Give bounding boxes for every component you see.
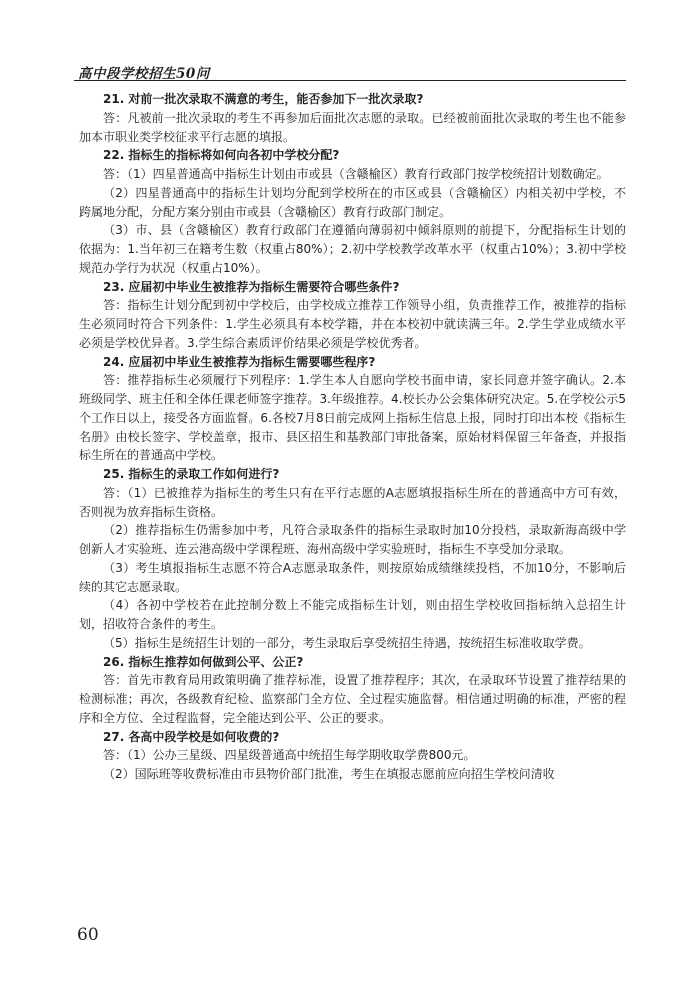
answer-paragraph: 答：（1）四星普通高中指标生计划由市或县（含赣榆区）教育行政部门按学校统招计划数确定。	[103, 167, 609, 181]
answer-paragraph: 答：（1）公办三星级、四星级普通高中统招生每学期收取学费800元。	[103, 748, 476, 763]
qa-block	[79, 353, 626, 466]
question-heading: 23. 应届初中毕业生被推荐为指标生需要符合哪些条件?	[103, 279, 400, 294]
answer-paragraph: （5）指标生是统招生计划的一部分，考生录取后享受统招生待遇，按统招生标准收取学费。	[103, 635, 591, 650]
answer-paragraph: 答：首先市教育局用政策明确了推荐标准，设置了推荐程序；其次，在录取环节设置了推荐结果的检测标准；再次，各级教育纪检、监察部门全方位、全过程实施监督。相信通过明确的标准，严密的程序和全方位、全过程监督，完全能达到公平、公正的要求。	[79, 673, 626, 725]
qa-block	[79, 728, 626, 784]
question-heading: 21. 对前一批次录取不满意的考生，能否参加下一批次录取?	[103, 92, 424, 106]
answer-paragraph: （3）考生填报指标生志愿不符合A志愿录取条件，则按原始成绩继续投档，不加10分，不影响后续的其它志愿录取。	[79, 560, 626, 594]
header-rule	[74, 80, 626, 81]
question-heading: 26. 指标生推荐如何做到公平、公正?	[103, 654, 304, 669]
qa-block	[79, 465, 626, 653]
qa-block	[79, 90, 626, 146]
answer-paragraph: 答：推荐指标生必须履行下列程序：1.学生本人自愿向学校书面申请，家长同意并签字确认。2.本班级同学、班主任和全体任课老师签字推荐。3.年级推荐。4.校长办公会集体研究决定。5.在学校公示5个工作日以上，接受各方面监督。6.各校7月8日前完成网上指标生信息上报，同时打印出本校《指标生名册》由校长签字、学校盖章，报市、县区招生和基教部门审批备案，原始材料保留三年备查，并报指标生所在的普通高中学校。	[79, 373, 626, 463]
answer-paragraph: 答：（1）已被推荐为指标生的考生只有在平行志愿的A志愿填报指标生所在的普通高中方可有效，否则视为放弃指标生资格。	[79, 485, 626, 519]
page-number: 60	[77, 925, 99, 945]
answer-paragraph: 答：凡被前一批次录取的考生不再参加后面批次志愿的录取。已经被前面批次录取的考生也不能参加本市职业类学校征求平行志愿的填报。	[79, 110, 626, 144]
answer-paragraph: （2）推荐指标生仍需参加中考，凡符合录取条件的指标生录取时加10分投档，录取新海高级中学创新人才实验班、连云港高级中学课程班、海州高级中学实验班时，指标生不享受加分录取。	[79, 523, 626, 556]
page-body	[79, 90, 626, 784]
qa-block	[79, 146, 626, 277]
answer-paragraph: （2）国际班等收费标准由市县物价部门批准，考生在填报志愿前应向招生学校问清收	[103, 767, 555, 781]
answer-paragraph: （4）各初中学校若在此控制分数上不能完成指标生计划，则由招生学校收回指标纳入总招生计划，招收符合条件的考生。	[79, 598, 626, 631]
question-heading: 24. 应届初中毕业生被推荐为指标生需要哪些程序?	[103, 354, 376, 369]
answer-paragraph: （3）市、县（含赣榆区）教育行政部门在遵循向薄弱初中倾斜原则的前提下，分配指标生计划的依据为：1.当年初三在籍考生数（权重占80%）；2.初中学校教学改革水平（权重占10%）；3.初中学校规范办学行为状况（权重占10%）。	[79, 223, 626, 275]
answer-paragraph: （2）四星普通高中的指标生计划均分配到学校所在的市区或县（含赣榆区）内相关初中学校，不跨属地分配，分配方案分别由市或县（含赣榆区）教育行政部门制定。	[79, 185, 626, 219]
question-heading: 25. 指标生的录取工作如何进行?	[103, 467, 280, 481]
question-heading: 22. 指标生的指标将如何向各初中学校分配?	[103, 148, 340, 163]
running-header-title: 高中段学校招生50问	[78, 66, 210, 82]
answer-paragraph: 答：指标生计划分配到初中学校后，由学校成立推荐工作领导小组，负责推荐工作，被推荐的指标生必须同时符合下列条件：1.学生必须具有本校学籍，并在本校初中就读满三年。2.学生学业成绩水平必须是学校优异者。3.学生综合素质评价结果必须是学校优秀者。	[79, 298, 626, 350]
qa-block	[79, 278, 626, 353]
qa-block	[79, 653, 626, 728]
question-heading: 27. 各高中段学校是如何收费的?	[103, 729, 280, 744]
